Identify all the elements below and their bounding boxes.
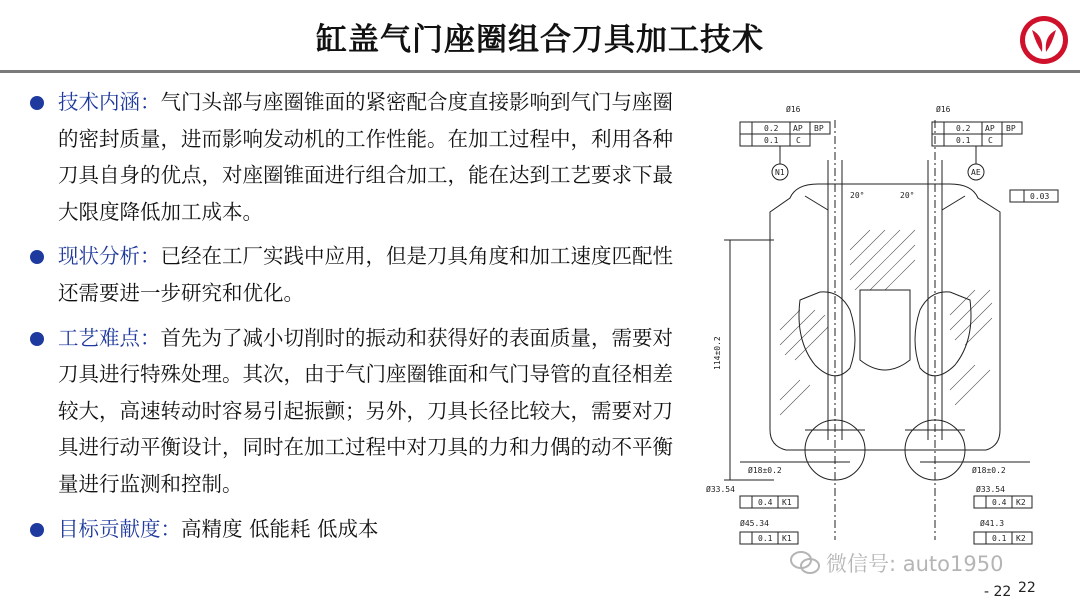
center-lines <box>835 120 935 540</box>
bullet-dot-icon <box>30 332 44 346</box>
head-outline <box>770 184 1000 450</box>
bullet-item <box>30 511 690 548</box>
svg-text:AE: AE <box>971 168 981 177</box>
svg-text:Ø41.3: Ø41.3 <box>980 519 1005 528</box>
svg-text:K2: K2 <box>1016 534 1026 543</box>
bullet-heading: 目标贡献度： <box>58 516 181 541</box>
svg-text:AP: AP <box>985 124 995 133</box>
fcf-top-right <box>932 104 1058 202</box>
bullet-dot-icon <box>30 96 44 110</box>
bullet-dot-icon <box>30 250 44 264</box>
watermark <box>790 548 1003 578</box>
bullet-heading: 现状分析： <box>58 244 161 269</box>
port-right <box>915 292 971 376</box>
bullet-body: 首先为了减小切削时的振动和获得好的表面质量，需要对刀具进行特殊处理。其次，由于气门座圈锥面和气门导管的直径相差较大，高速转动时容易引起振颤；另外，刀具长径比较大，需要对刀具进行动平衡设计，同时在加工过程中对刀具的力和力偶的动不平衡量进行监测和控制。 <box>58 325 673 496</box>
bullet-dot-icon <box>30 523 44 537</box>
svg-text:C: C <box>988 136 993 145</box>
svg-text:0.1: 0.1 <box>764 136 779 145</box>
page-number: - 22 <box>984 584 1012 600</box>
svg-text:C: C <box>796 136 801 145</box>
height-dimension <box>713 240 774 480</box>
svg-text:Ø16: Ø16 <box>936 105 951 114</box>
bullet-heading: 技术内涵： <box>58 90 161 114</box>
bullet-body: 气门头部与座圈锥面的紧密配合度直接影响到气门与座圈的密封质量，进而影响发动机的工作性能。在加工过程中，利用各种刀具自身的优点，对座圈锥面进行组合加工，能在达到工艺要求下最大限度降低加工成本。 <box>58 90 673 224</box>
cylinder-head-drawing <box>700 100 1070 570</box>
svg-text:Ø45.34: Ø45.34 <box>740 519 769 528</box>
center-chamber <box>860 290 910 370</box>
watermark-text: 微信号: auto1950 <box>826 552 1004 576</box>
bullet-body: 已经在工厂实践中应用，但是刀具角度和加工速度匹配性还需要进一步研究和优化。 <box>58 244 673 305</box>
angle-right: 20° <box>900 191 915 200</box>
svg-text:0.4: 0.4 <box>758 498 773 507</box>
svg-text:K1: K1 <box>782 498 792 507</box>
bullet-text <box>58 84 673 230</box>
svg-text:BP: BP <box>1006 124 1016 133</box>
title-divider <box>0 70 1080 73</box>
svg-text:0.1: 0.1 <box>992 534 1007 543</box>
bullet-text <box>58 320 673 503</box>
bullet-body: 高精度 低能耗 低成本 <box>181 516 379 541</box>
port-left <box>799 292 855 376</box>
svg-text:Ø18±0.2: Ø18±0.2 <box>748 466 782 475</box>
svg-text:0.1: 0.1 <box>956 136 971 145</box>
svg-text:Ø33.54: Ø33.54 <box>976 485 1005 494</box>
angle-left: 20° <box>850 191 865 200</box>
company-logo <box>1018 14 1070 66</box>
svg-text:0.2: 0.2 <box>956 124 971 133</box>
svg-text:0.1: 0.1 <box>758 534 773 543</box>
wechat-icon <box>790 550 820 576</box>
svg-text:AP: AP <box>793 124 803 133</box>
fcf-top-left <box>740 104 830 180</box>
slide-title: 缸盖气门座圈组合刀具加工技术 <box>316 22 764 58</box>
bottom-dims <box>706 462 1032 544</box>
bullet-heading: 工艺难点： <box>58 325 161 350</box>
svg-text:0.2: 0.2 <box>764 124 779 133</box>
svg-text:Ø33.54: Ø33.54 <box>706 485 735 494</box>
section-hatching <box>780 230 992 415</box>
svg-text:K2: K2 <box>1016 498 1026 507</box>
bullet-item <box>30 238 690 311</box>
svg-text:N1: N1 <box>775 168 785 177</box>
bullet-text <box>58 238 673 311</box>
svg-text:0.4: 0.4 <box>992 498 1007 507</box>
svg-text:K1: K1 <box>782 534 792 543</box>
svg-text:BP: BP <box>814 124 824 133</box>
bullet-item <box>30 320 690 503</box>
svg-text:Ø16: Ø16 <box>786 105 801 114</box>
page-number-superscript: 22 <box>1018 580 1036 596</box>
svg-text:0.03: 0.03 <box>1030 192 1050 201</box>
bullet-text <box>58 511 673 548</box>
bullet-list <box>30 84 690 555</box>
svg-text:Ø18±0.2: Ø18±0.2 <box>972 466 1006 475</box>
bullet-item <box>30 84 690 230</box>
svg-text:114±0.2: 114±0.2 <box>713 336 722 370</box>
